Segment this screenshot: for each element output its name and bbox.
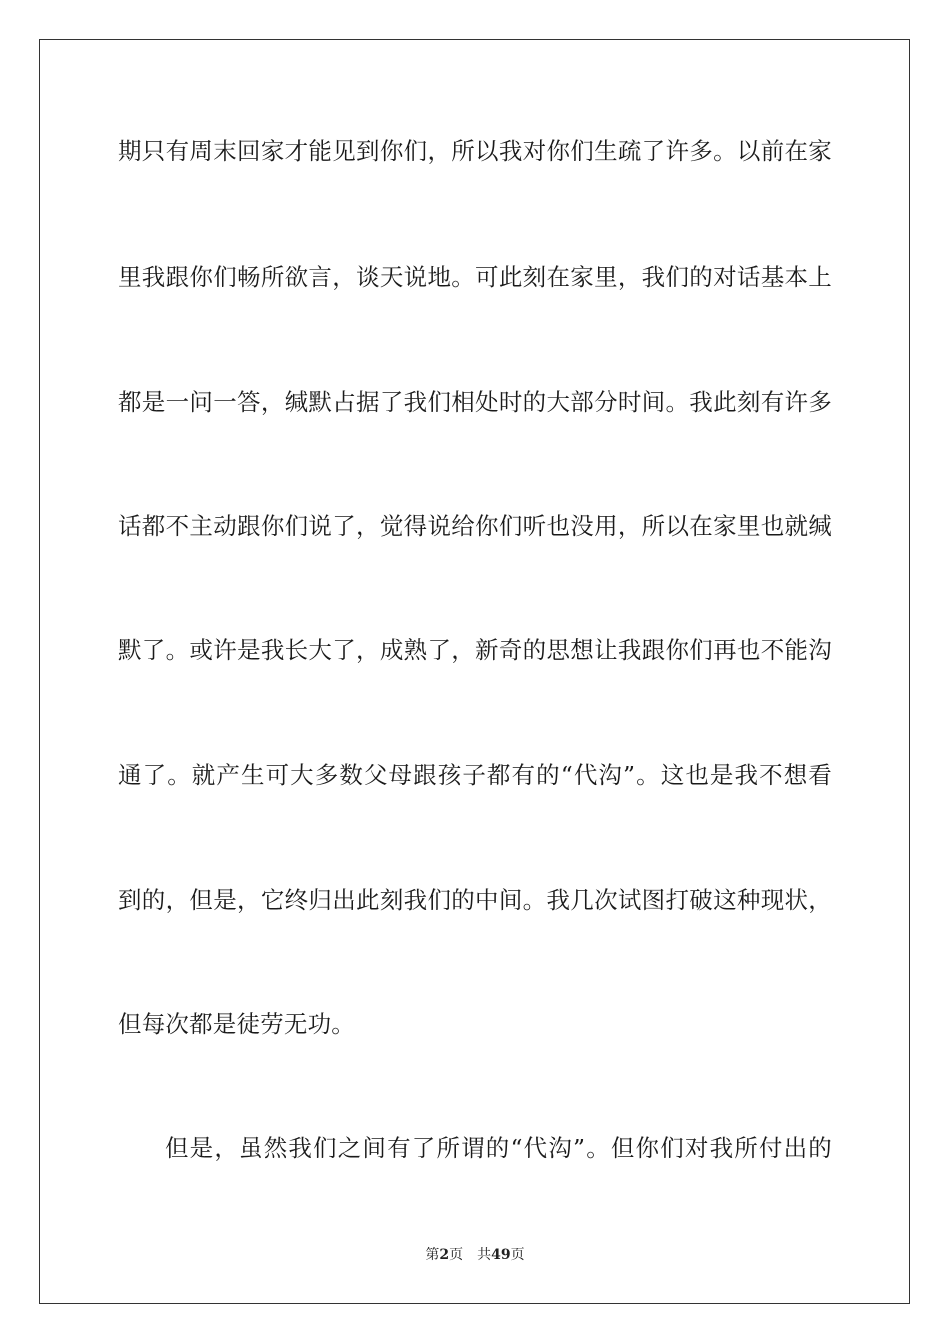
page-border — [39, 39, 910, 1304]
text-line-7: 到的，但是，它终归出此刻我们的中间。我几次试图打破这种现状， — [118, 886, 832, 914]
text-line-2: 里我跟你们畅所欲言，谈天说地。可此刻在家里，我们的对话基本上 — [118, 263, 832, 291]
text-line-9-indented: 但是，虽然我们之间有了所谓的“代沟”。但你们对我所付出的 — [165, 1134, 832, 1162]
text-line-3: 都是一问一答，缄默占据了我们相处时的大部分时间。我此刻有许多 — [118, 388, 832, 416]
page-prefix: 第 — [425, 1247, 440, 1263]
total-prefix: 共 — [477, 1247, 492, 1263]
page-suffix: 页 — [449, 1247, 464, 1263]
page-footer — [0, 1246, 950, 1264]
total-pages: 49 — [491, 1247, 511, 1263]
text-line-8: 但每次都是徒劳无功。 — [118, 1010, 355, 1038]
text-line-1: 期只有周末回家才能见到你们，所以我对你们生疏了许多。以前在家 — [118, 137, 832, 165]
text-line-5: 默了。或许是我长大了，成熟了，新奇的思想让我跟你们再也不能沟 — [118, 636, 832, 664]
total-suffix: 页 — [510, 1247, 525, 1263]
text-line-4: 话都不主动跟你们说了，觉得说给你们听也没用，所以在家里也就缄 — [118, 512, 832, 540]
text-line-6: 通了。就产生可大多数父母跟孩子都有的“代沟”。这也是我不想看 — [118, 761, 832, 789]
page-number: 2 — [439, 1247, 450, 1263]
